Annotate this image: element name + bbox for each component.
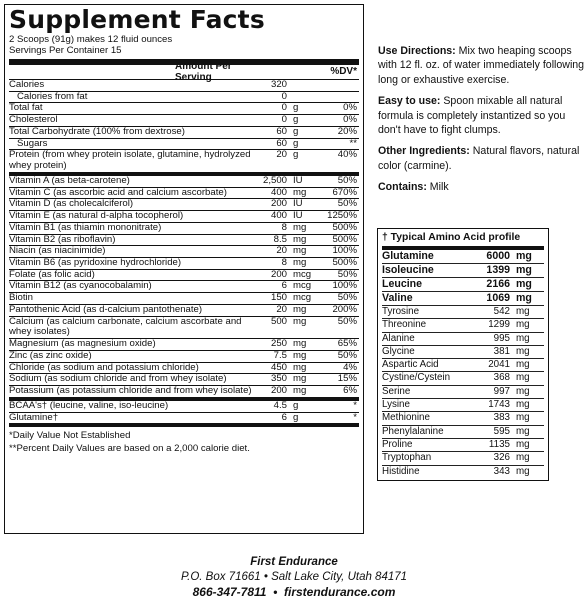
nutrient-unit: mg	[293, 349, 307, 361]
nutrient-dv: 200%	[332, 303, 357, 315]
amino-unit: mg	[516, 452, 530, 464]
nutrient-name: Vitamin A (as beta-carotene)	[9, 174, 130, 186]
amino-value: 1399	[486, 264, 510, 276]
nutrient-row	[9, 176, 359, 188]
nutrient-dv: 6%	[343, 385, 357, 397]
nutrient-name: BCAA's† (leucine, valine, iso-leucine)	[9, 399, 169, 411]
nutrient-name: Biotin	[9, 292, 33, 304]
nutrient-amount: 6	[281, 411, 287, 423]
nutrient-unit: mg	[293, 233, 307, 245]
nutrient-unit: g	[293, 137, 299, 149]
nutrient-unit: IU	[293, 210, 303, 222]
nutrient-amount: 400	[270, 210, 287, 222]
amino-row	[382, 319, 544, 332]
nutrient-name: Vitamin B6 (as pyridoxine hydrochloride)	[9, 257, 182, 269]
nutrient-unit: mg	[293, 257, 307, 269]
nutrient-name: Niacin (as niacinimide)	[9, 245, 106, 257]
amino-unit: mg	[516, 332, 530, 344]
amino-unit: mg	[516, 264, 532, 276]
amino-row	[382, 439, 544, 452]
nutrient-amount: 0	[281, 102, 287, 114]
nutrient-unit: g	[293, 114, 299, 126]
nutrient-dv: 50%	[337, 268, 357, 280]
nutrient-name: Calories from fat	[17, 90, 88, 102]
amino-row	[382, 359, 544, 372]
nutrient-amount: 20	[276, 303, 287, 315]
amino-value: 2166	[486, 278, 510, 290]
nutrient-amount: 0	[281, 90, 287, 102]
nutrient-dv: *	[353, 411, 357, 423]
nutrient-dv: 1250%	[327, 210, 357, 222]
company-address: P.O. Box 71661 • Salt Lake City, Utah 84171	[180, 571, 408, 583]
nutrient-row	[9, 258, 359, 270]
nutrient-dv: 50%	[337, 292, 357, 304]
nutrient-unit: mg	[293, 221, 307, 233]
nutrient-unit: mg	[293, 303, 307, 315]
amino-row	[382, 399, 544, 412]
contains-label: Contains:	[378, 181, 427, 194]
nutrient-unit: mcg	[293, 292, 312, 304]
nutrient-dv: 50%	[337, 174, 357, 186]
amino-name: Threonine	[382, 319, 427, 331]
nutrient-dv: 50%	[337, 198, 357, 210]
amino-unit: mg	[516, 465, 530, 477]
nutrient-name: Sodium (as sodium chloride and from whey isolate)	[9, 373, 227, 385]
nutrient-dv: 4%	[343, 361, 357, 373]
amino-acid-profile	[377, 228, 549, 481]
company-name: First Endurance	[250, 556, 338, 568]
amino-name: Aspartic Acid	[382, 359, 439, 371]
nutrient-unit: mcg	[293, 268, 312, 280]
nutrient-amount: 60	[276, 125, 287, 137]
nutrient-unit: g	[293, 411, 299, 423]
amino-value: 1299	[488, 319, 510, 331]
nutrient-name: Potassium (as potassium chloride and from whey isolate)	[9, 385, 252, 397]
nutrient-unit: g	[293, 102, 299, 114]
amino-name: Tyrosine	[382, 306, 420, 317]
amino-name: Valine	[382, 292, 413, 304]
amino-unit: mg	[516, 385, 530, 397]
nutrient-amount: 8	[281, 257, 287, 269]
amino-unit: mg	[516, 306, 530, 317]
amino-row	[382, 292, 544, 306]
nutrient-dv: 20%	[337, 125, 357, 137]
amino-row	[382, 386, 544, 399]
nutrient-name: Protein (from whey protein isolate, glutamine, hydrolyzed whey protein)	[9, 149, 251, 172]
facts-notes	[9, 430, 359, 455]
nutrient-amount: 200	[270, 385, 287, 397]
nutrient-amount: 20	[276, 149, 287, 161]
nutrient-unit: mg	[293, 186, 307, 198]
amino-value: 997	[493, 385, 510, 397]
nutrient-amount: 500	[270, 315, 287, 327]
nutrient-dv: 40%	[337, 149, 357, 161]
other-ingredients-text: Natural flavors, natural color (carmine).	[378, 145, 580, 172]
amino-unit: mg	[516, 278, 532, 290]
nutrient-dv: 50%	[337, 349, 357, 361]
nutrient-name: Glutamine†	[9, 411, 59, 423]
nutrient-name: Pantothenic Acid (as d-calcium pantothenate)	[9, 303, 203, 315]
amino-name: Tryptophan	[382, 452, 432, 464]
nutrient-dv: 500%	[332, 233, 357, 245]
nutrient-amount: 350	[270, 373, 287, 385]
contains-text: Milk	[426, 181, 449, 194]
nutrient-amount: 400	[270, 186, 287, 198]
use-directions-text: Mix two heaping scoops with 12 fl. oz. of water immediately following long or exhaustive exercise.	[378, 45, 585, 86]
nutrient-unit: g	[293, 399, 299, 411]
amino-unit: mg	[516, 372, 530, 384]
amount-per-serving-header: Amount Per Serving	[175, 60, 232, 83]
nutrient-name: Total Carbohydrate (100% from dextrose)	[9, 125, 185, 137]
nutrient-row	[9, 150, 359, 171]
amino-name: Alanine	[382, 332, 415, 344]
amino-name: Leucine	[382, 278, 423, 290]
nutrient-name: Calcium (as calcium carbonate, calcium ascorbate and whey isolates)	[9, 315, 242, 338]
amino-value: 595	[493, 425, 510, 437]
amino-name: Glycine	[382, 345, 415, 357]
amino-row	[382, 264, 544, 278]
nutrient-row	[9, 386, 359, 397]
easy-to-use-text: Spoon mixable all natural formula is completely instantized so you don't have to fight clumps.	[378, 95, 566, 137]
amino-row	[382, 306, 544, 319]
amino-rows	[382, 250, 544, 478]
amino-name: Histidine	[382, 465, 420, 477]
nutrient-name: Sugars	[17, 137, 48, 149]
amino-row	[382, 452, 544, 465]
nutrient-name: Total fat	[9, 102, 43, 114]
nutrient-amount: 6	[281, 280, 287, 292]
nutrient-row	[9, 413, 359, 424]
section-divider	[9, 423, 359, 427]
amino-row	[382, 372, 544, 385]
nutrient-name: Chloride (as sodium and potassium chloride)	[9, 361, 199, 373]
company-contact: 866-347-7811 • firstendurance.com	[192, 585, 396, 599]
nutrient-row	[9, 223, 359, 235]
nutrient-dv: *	[353, 399, 357, 411]
amino-unit: mg	[516, 292, 532, 304]
amino-row	[382, 466, 544, 478]
nutrient-name: Vitamin B12 (as cyanocobalamin)	[9, 280, 152, 292]
amino-unit: mg	[516, 250, 532, 262]
amino-unit: mg	[516, 345, 530, 357]
nutrient-amount: 250	[270, 338, 287, 350]
nutrient-row	[9, 305, 359, 317]
amino-value: 995	[493, 332, 510, 344]
nutrient-row	[9, 92, 359, 104]
nutrient-name: Vitamin B2 (as riboflavin)	[9, 233, 116, 245]
amino-row	[382, 426, 544, 439]
nutrient-name: Magnesium (as magnesium oxide)	[9, 338, 156, 350]
nutrient-amount: 8	[281, 221, 287, 233]
amino-value: 1135	[488, 438, 510, 450]
nutrient-amount: 20	[276, 245, 287, 257]
amino-value: 326	[493, 452, 510, 464]
nutrient-dv: 100%	[332, 280, 357, 292]
nutrient-name: Zinc (as zinc oxide)	[9, 349, 92, 361]
nutrient-name: Vitamin C (as ascorbic acid and calcium ascorbate)	[9, 186, 227, 198]
amino-row	[382, 412, 544, 425]
nutrient-amount: 2,500	[262, 174, 287, 186]
amino-value: 343	[493, 465, 510, 477]
amino-name: Proline	[382, 438, 413, 450]
nutrient-row	[9, 80, 359, 92]
amino-row	[382, 333, 544, 346]
nutrient-row	[9, 351, 359, 363]
nutrient-dv: 670%	[332, 186, 357, 198]
nutrient-unit: mg	[293, 338, 307, 350]
amino-row	[382, 278, 544, 292]
product-info	[378, 44, 586, 202]
nutrient-unit: IU	[293, 174, 303, 186]
amino-title: † Typical Amino Acid profile	[382, 229, 544, 250]
nutrient-amount: 8.5	[273, 233, 287, 245]
serving-size: 2 Scoops (91g) makes 12 fluid ounces	[9, 34, 173, 45]
nutrient-unit: g	[293, 125, 299, 137]
nutrient-amount: 7.5	[273, 349, 287, 361]
nutrient-name: Vitamin E (as natural d-alpha tocopherol)	[9, 210, 184, 222]
nutrient-amount: 320	[270, 79, 287, 90]
nutrient-amount: 200	[270, 268, 287, 280]
amino-unit: mg	[516, 438, 530, 450]
nutrient-dv: 0%	[343, 102, 357, 114]
amino-value: 383	[493, 412, 510, 424]
nutrient-row	[9, 103, 359, 115]
amino-unit: mg	[516, 319, 530, 331]
note-daily-value: *Daily Value Not Established	[9, 430, 131, 442]
dv-header: %DV*	[330, 66, 357, 78]
amino-name: Cystine/Cystein	[382, 372, 451, 384]
amino-row	[382, 250, 544, 264]
nutrient-unit: mg	[293, 373, 307, 385]
nutrient-name: Cholesterol	[9, 114, 58, 126]
nutrient-unit: mcg	[293, 280, 312, 292]
nutrient-row	[9, 127, 359, 139]
supplement-facts-panel	[4, 4, 364, 534]
amino-value: 1743	[488, 399, 510, 411]
nutrient-unit: mg	[293, 385, 307, 397]
nutrient-name: Folate (as folic acid)	[9, 268, 95, 280]
amino-name: Glutamine	[382, 250, 434, 262]
nutrient-amount: 60	[276, 137, 287, 149]
nutrient-dv: 50%	[337, 315, 357, 327]
note-percent-daily: **Percent Daily Values are based on a 2,000 calorie diet.	[9, 442, 250, 454]
macro-nutrients-group	[9, 80, 359, 172]
footer	[0, 555, 588, 600]
nutrient-dv: 500%	[332, 257, 357, 269]
nutrient-unit: mg	[293, 245, 307, 257]
nutrient-name: Vitamin B1 (as thiamin mononitrate)	[9, 221, 162, 233]
nutrient-dv: 65%	[337, 338, 357, 350]
amino-unit: mg	[516, 412, 530, 424]
nutrient-dv: **	[349, 137, 357, 149]
nutrient-unit: mg	[293, 315, 307, 327]
facts-title: Supplement Facts	[9, 5, 265, 34]
amino-name: Lysine	[382, 399, 410, 411]
nutrient-row	[9, 401, 359, 413]
nutrient-dv: 100%	[332, 245, 357, 257]
amino-name: Phenylalanine	[382, 425, 444, 437]
use-directions-label: Use Directions:	[378, 45, 456, 57]
nutrient-amount: 0	[281, 114, 287, 126]
contains	[378, 180, 586, 194]
nutrient-row	[9, 317, 359, 339]
amino-unit: mg	[516, 425, 530, 437]
amino-value: 2041	[488, 359, 510, 371]
amino-value: 6000	[486, 250, 510, 262]
easy-to-use	[378, 94, 586, 137]
nutrient-amount: 4.5	[273, 399, 287, 411]
nutrient-unit: mg	[293, 361, 307, 373]
amino-value: 542	[493, 306, 510, 317]
nutrient-dv: 15%	[337, 373, 357, 385]
easy-to-use-label: Easy to use:	[378, 95, 441, 108]
other-ingredients	[378, 144, 586, 173]
nutrient-dv: 0%	[343, 114, 357, 126]
nutrient-name: Calories	[9, 79, 45, 90]
nutrient-amount: 200	[270, 198, 287, 210]
nutrient-unit: g	[293, 149, 299, 161]
amino-unit: mg	[516, 359, 530, 371]
amino-row	[382, 346, 544, 359]
amino-value: 381	[493, 345, 510, 357]
amino-name: Isoleucine	[382, 264, 434, 276]
amino-name: Methionine	[382, 412, 430, 424]
use-directions	[378, 44, 586, 87]
facts-header-row	[9, 60, 359, 83]
vitamins-minerals-group	[9, 176, 359, 397]
nutrient-unit: IU	[293, 198, 303, 210]
servings-per-container: Servings Per Container 15	[9, 45, 122, 56]
amino-unit: mg	[516, 399, 530, 411]
amino-name: Serine	[382, 385, 411, 397]
other-ingredients-label: Other Ingredients:	[378, 145, 470, 158]
nutrient-dv: 500%	[332, 221, 357, 233]
nutrient-amount: 450	[270, 361, 287, 373]
amino-value: 368	[493, 372, 510, 384]
nutrient-name: Vitamin D (as cholecalciferol)	[9, 198, 134, 210]
amino-value: 1069	[486, 292, 510, 304]
nutrient-amount: 150	[270, 292, 287, 304]
amino-group	[9, 401, 359, 423]
